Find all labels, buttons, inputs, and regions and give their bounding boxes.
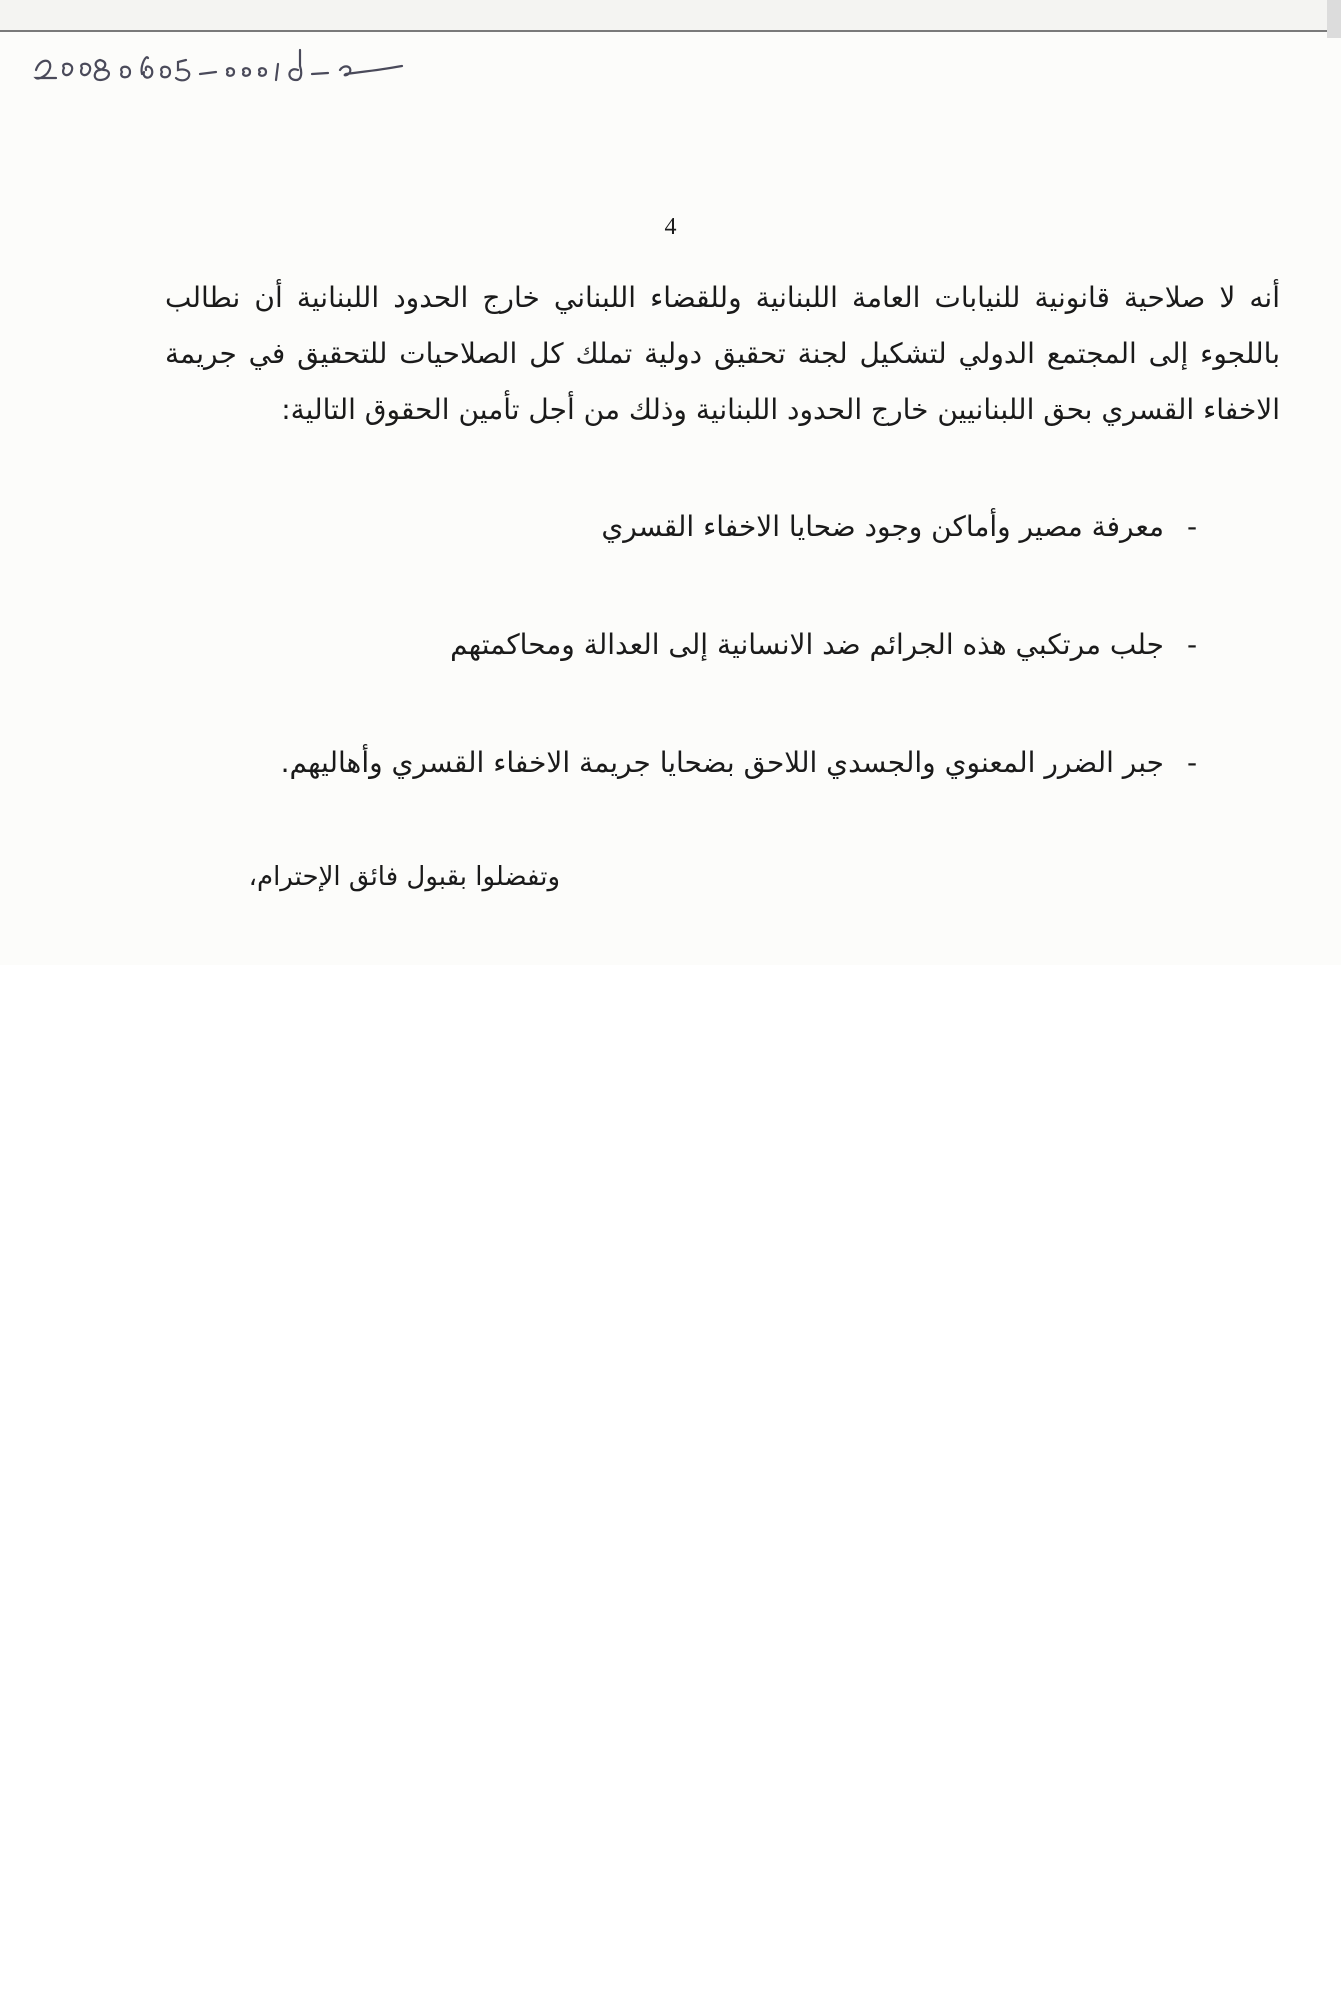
- scan-corner-shadow: [1327, 0, 1341, 38]
- list-item-text: جلب مرتكبي هذه الجرائم ضد الانسانية إلى العدالة ومحاكمتهم: [450, 628, 1164, 661]
- bullet-marker: -: [1186, 510, 1198, 543]
- list-item: [260, 510, 1220, 628]
- list-item-text: جبر الضرر المعنوي والجسدي اللاحق بضحايا جريمة الاخفاء القسري وأهاليهم.: [280, 746, 1164, 779]
- scan-top-edge: [0, 0, 1341, 32]
- list-item: [260, 746, 1220, 864]
- closing-salutation: وتفضلوا بقبول فائق الإحترام،: [248, 862, 560, 892]
- scanned-page: [0, 0, 1341, 965]
- body-paragraph: أنه لا صلاحية قانونية للنيابات العامة اللبنانية وللقضاء اللبناني خارج الحدود اللبنانية أن نطالب باللجوء إلى المجتمع الدولي لتشكيل لجنة تحقيق دولية تملك كل الصلاحيات للتحقيق في جريمة الاخفاء القسري بحق اللبنانيين خارج الحدود اللبنانية وذلك من أجل تأمين الحقوق التالية:: [165, 281, 1280, 426]
- blank-page-area: [0, 965, 1341, 2000]
- bullet-marker: -: [1186, 628, 1198, 661]
- handwritten-reference-annotation: [30, 40, 430, 90]
- demands-list: [260, 510, 1220, 864]
- list-item: [260, 628, 1220, 746]
- list-item-text: معرفة مصير وأماكن وجود ضحايا الاخفاء القسري: [601, 510, 1164, 543]
- page-number: 4: [664, 214, 677, 240]
- bullet-marker: -: [1186, 746, 1198, 779]
